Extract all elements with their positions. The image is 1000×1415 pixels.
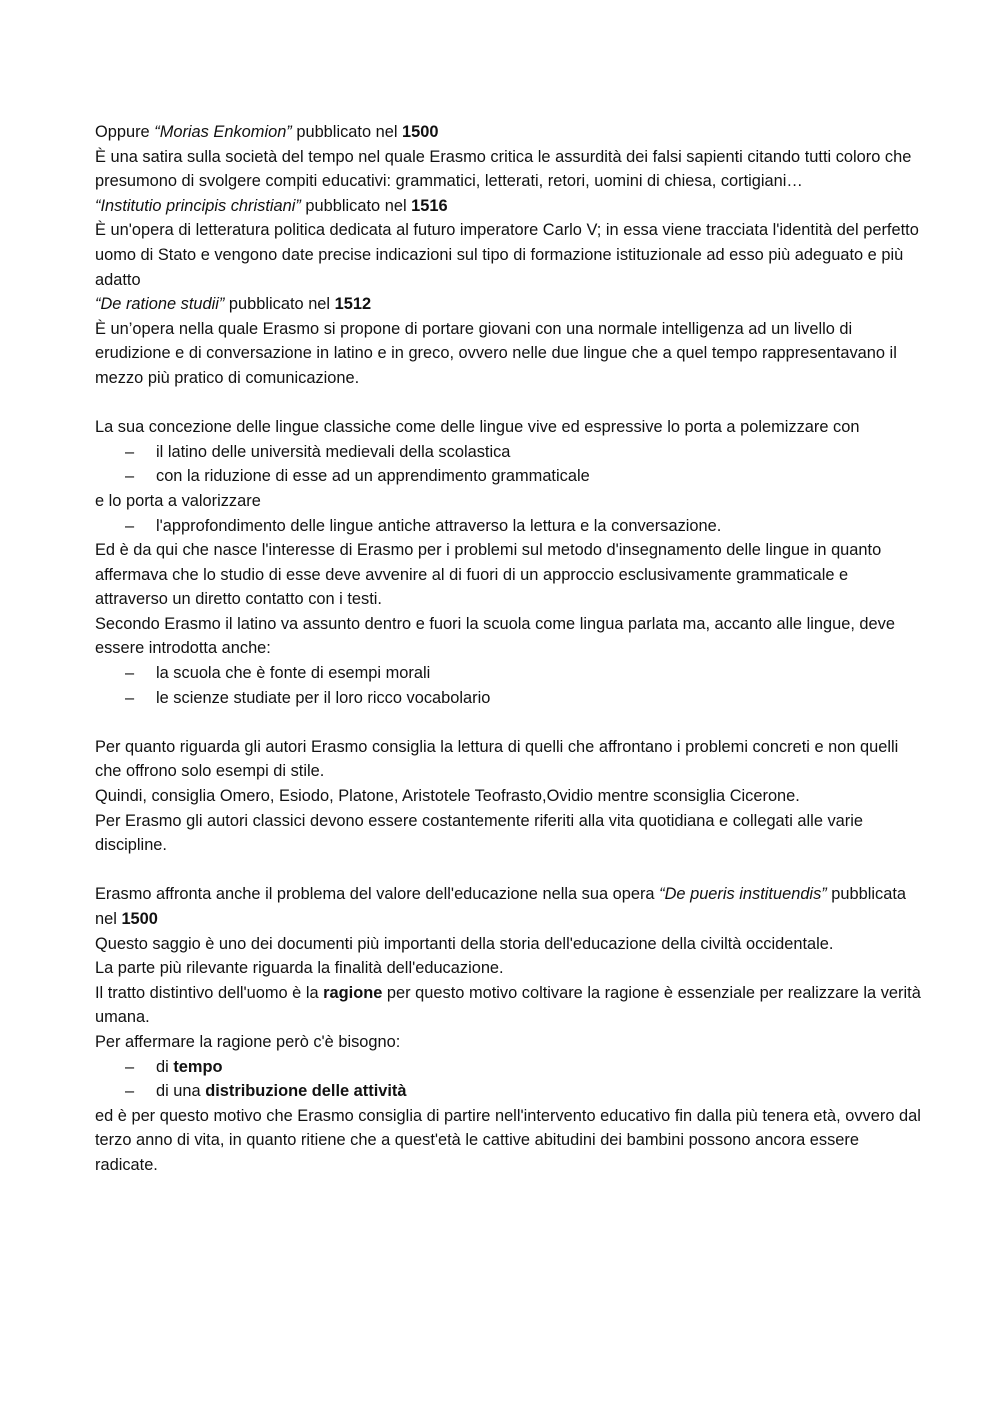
education-intro-text: Erasmo affronta anche il problema del valore dell'educazione nella sua opera [95, 885, 660, 904]
paragraph-gap [95, 710, 925, 735]
list-item [125, 1055, 925, 1080]
work-description-de-ratione: È un’opera nella quale Erasmo si propone di portare giovani con una normale intelligenza ad un livello di erudizione e di conversazione in latino e in greco, ovvero nelle due lingue che a quel tempo rappresentavano il mezzo più pratico di comunicazione. [95, 319, 897, 387]
education-paragraph-3 [95, 981, 925, 1030]
list-item [125, 1079, 925, 1104]
against-list [95, 440, 925, 489]
work-title: “Morias Enkomion” [154, 123, 292, 141]
work-heading-morias [95, 120, 925, 145]
work-title: “De pueris instituendis” [659, 885, 827, 904]
work-heading-institutio [95, 194, 925, 219]
work-title: “Institutio principis christiani” [95, 196, 301, 215]
authors-paragraph-3: Per Erasmo gli autori classici devono essere costantemente riferiti alla vita quotidiana e collegati alle varie discipline. [95, 811, 864, 855]
list-item-text: con la riduzione di esse ad un apprendimento grammaticale [156, 467, 590, 486]
work-published-text: pubblicato nel [300, 196, 412, 215]
list-item [125, 464, 925, 489]
dash-bullet: – [125, 1057, 135, 1076]
reason-keyword: ragione [323, 983, 383, 1002]
languages-latin: Secondo Erasmo il latino va assunto dentro e fuori la scuola come lingua parlata ma, accanto alle lingue, deve essere introdotta anche: [95, 614, 895, 658]
languages-intro: La sua concezione delle lingue classiche come delle lingue vive ed espressive lo porta a polemizzare con [95, 418, 860, 437]
dash-bullet: – [125, 442, 135, 461]
list-item-text: la scuola che è fonte di esempi morali [156, 664, 431, 683]
also-list [95, 661, 925, 710]
education-paragraph-2: La parte più rilevante riguarda la finalità dell'educazione. [95, 959, 504, 978]
work-year: 1512 [334, 295, 372, 314]
work-title: “De ratione studii” [95, 295, 225, 314]
needs-list [95, 1055, 925, 1104]
work-heading-de-ratione [95, 292, 925, 317]
education-paragraph-5: ed è per questo motivo che Erasmo consiglia di partire nell'intervento educativo fin dalla più tenera età, ovvero dal terzo anno di vita, in quanto ritiene che a quest'età le cattive abitudini dei bambini possono ancora essere radicate. [95, 1106, 921, 1174]
list-item [125, 686, 925, 711]
work-description-morias: È una satira sulla società del tempo nel quale Erasmo critica le assurdità dei falsi sapienti citando tutti coloro che presumono di svolgere compiti educativi: grammatici, letterati, retori, uomini di chiesa, cortigiani… [95, 147, 912, 191]
list-item-text: di una [156, 1082, 206, 1101]
dash-bullet: – [125, 664, 135, 683]
list-item-text: il latino delle università medievali della scolastica [156, 442, 511, 461]
valorize-list [95, 514, 925, 539]
work-year: 1500 [402, 123, 439, 141]
list-item [125, 440, 925, 465]
work-year: 1516 [411, 196, 448, 215]
education-paragraph-1: Questo saggio è uno dei documenti più importanti della storia dell'educazione della civiltà occidentale. [95, 934, 834, 953]
work-year: 1500 [121, 910, 158, 928]
list-item-text: le scienze studiate per il loro ricco vocabolario [156, 688, 491, 707]
education-intro [95, 882, 925, 931]
dash-bullet: – [125, 467, 135, 486]
reason-suffix: per questo motivo coltivare la ragione è essenziale per realizzare la verità umana. [95, 983, 921, 1027]
work-prefix: Oppure [95, 123, 155, 141]
work-published-text: pubblicato nel [224, 295, 335, 314]
dash-bullet: – [125, 1082, 135, 1101]
languages-section [95, 415, 925, 710]
reason-prefix: Il tratto distintivo dell'uomo è la [95, 983, 324, 1002]
education-section [95, 882, 925, 1177]
list-item-keyword: distribuzione delle attività [205, 1082, 407, 1101]
dash-bullet: – [125, 516, 135, 535]
education-paragraph-4: Per affermare la ragione però c'è bisogno: [95, 1032, 401, 1051]
list-item-text: di [156, 1057, 174, 1076]
list-item [125, 514, 925, 539]
languages-transition: e lo porta a valorizzare [95, 491, 261, 510]
list-item-text: l'approfondimento delle lingue antiche attraverso la lettura e la conversazione. [156, 516, 722, 535]
list-item [125, 661, 925, 686]
paragraph-gap [95, 858, 925, 883]
work-published-text: pubblicato nel [291, 123, 403, 141]
paragraph-gap [95, 391, 925, 416]
authors-paragraph-2: Quindi, consiglia Omero, Esiodo, Platone, Aristotele Teofrasto,Ovidio mentre sconsiglia Cicerone. [95, 787, 800, 806]
authors-paragraph-1: Per quanto riguarda gli autori Erasmo consiglia la lettura di quelli che affrontano i problemi concreti e non quelli che offrono solo esempi di stile. [95, 737, 899, 781]
languages-method: Ed è da qui che nasce l'interesse di Erasmo per i problemi sul metodo d'insegnamento delle lingue in quanto affermava che lo studio di esse deve avvenire al di fuori di un approccio esclusivamente grammaticale e attraverso un diretto contatto con i testi. [95, 541, 882, 609]
document-page [95, 120, 925, 1178]
work-description-institutio: È un'opera di letteratura politica dedicata al futuro imperatore Carlo V; in essa viene tracciata l'identità del perfetto uomo di Stato e vengono date precise indicazioni sul tipo di formazione istituzionale ad esso più adeguato e più adatto [95, 221, 919, 289]
list-item-keyword: tempo [173, 1057, 223, 1076]
work-published-text: pubblicata nel [95, 885, 907, 928]
works-section [95, 120, 925, 391]
dash-bullet: – [125, 688, 135, 707]
authors-section [95, 735, 925, 858]
